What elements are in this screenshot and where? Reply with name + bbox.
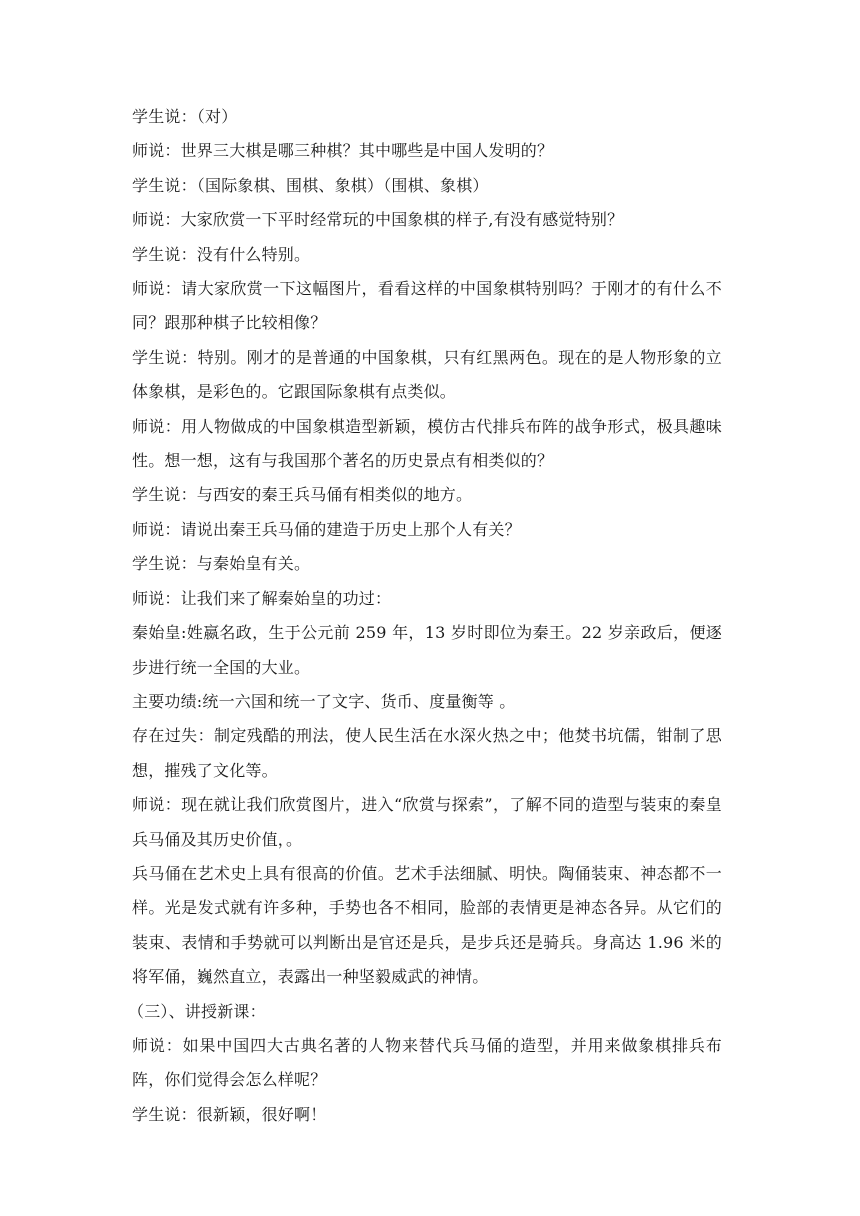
paragraph-qin-achievements: 主要功绩:统一六国和统一了文字、货币、度量衡等 。 (132, 691, 516, 711)
paragraph-teacher-question-chess: 师说：世界三大棋是哪三种棋？其中哪些是中国人发明的？ (132, 141, 554, 161)
paragraph-teacher-question-appearance: 师说：大家欣赏一下平时经常玩的中国象棋的样子,有没有感觉特别？ (132, 210, 624, 230)
paragraph-teacher-appreciation: 师说：现在就让我们欣赏图片，进入“欣赏与探索”，了解不同的造型与装束的秦皇兵马俑及其历史价值，。 (132, 795, 722, 849)
paragraph-teacher-question-landmark: 师说：用人物做成的中国象棋造型新颖，模仿古代排兵布阵的战争形式，极具趣味性。想一想，这有与我国那个著名的历史景点有相类似的？ (132, 416, 722, 471)
paragraph-qin-biography: 秦始皇:姓嬴名政，生于公元前 259 年，13 岁时即位为秦王。22 岁亲政后，便逐步进行统一全国的大业。 (132, 623, 722, 677)
paragraph-teacher-intro-qin: 师说：让我们来了解秦始皇的功过： (132, 588, 392, 608)
paragraph-student-reply-6: 学生说：与秦始皇有关。 (132, 554, 311, 574)
paragraph-teacher-question-classics: 师说：如果中国四大古典名著的人物来替代兵马俑的造型，并用来做象棋排兵布阵，你们觉得会怎么样呢？ (132, 1035, 722, 1090)
section-heading-new-lesson: （三）、讲授新课： (128, 1001, 266, 1021)
paragraph-teacher-question-picture: 师说：请大家欣赏一下这幅图片，看看这样的中国象棋特别吗？于刚才的有什么不同？跟那种棋子比较相像？ (132, 279, 722, 333)
paragraph-student-reply-4: 学生说：特别。刚才的是普通的中国象棋，只有红黑两色。现在的是人物形象的立体象棋，是彩色的。它跟国际象棋有点类似。 (132, 347, 722, 402)
paragraph-student-reply-3: 学生说：没有什么特别。 (132, 244, 311, 264)
paragraph-qin-faults: 存在过失：制定残酷的刑法，使人民生活在水深火热之中；他焚书坑儒，钳制了思想，摧残了文化等。 (132, 726, 722, 780)
paragraph-terracotta-value: 兵马俑在艺术史上具有很高的价值。艺术手法细腻、明快。陶俑装束、神态都不一样。光是发式就有许多种，手势也各不相同，脸部的表情更是神态各异。从它们的装束、表情和手势就可以判断出是官还是兵，是步兵还是骑兵。身高达 1.96 米的将军俑，巍然直立，表露出一种坚毅威武的神情。 (132, 863, 722, 987)
paragraph-student-reply-1: 学生说：（对） (132, 107, 238, 126)
paragraph-teacher-question-person: 师说：请说出秦王兵马俑的建造于历史上那个人有关？ (132, 519, 521, 539)
paragraph-student-reply-2: 学生说：（国际象棋、围棋、象棋）（围棋、象棋） (132, 175, 489, 195)
paragraph-student-reply-5: 学生说：与西安的秦王兵马俑有相类似的地方。 (132, 485, 473, 505)
paragraph-student-reply-7: 学生说：很新颖，很好啊！ (132, 1104, 327, 1124)
document-body (128, 100, 722, 1132)
